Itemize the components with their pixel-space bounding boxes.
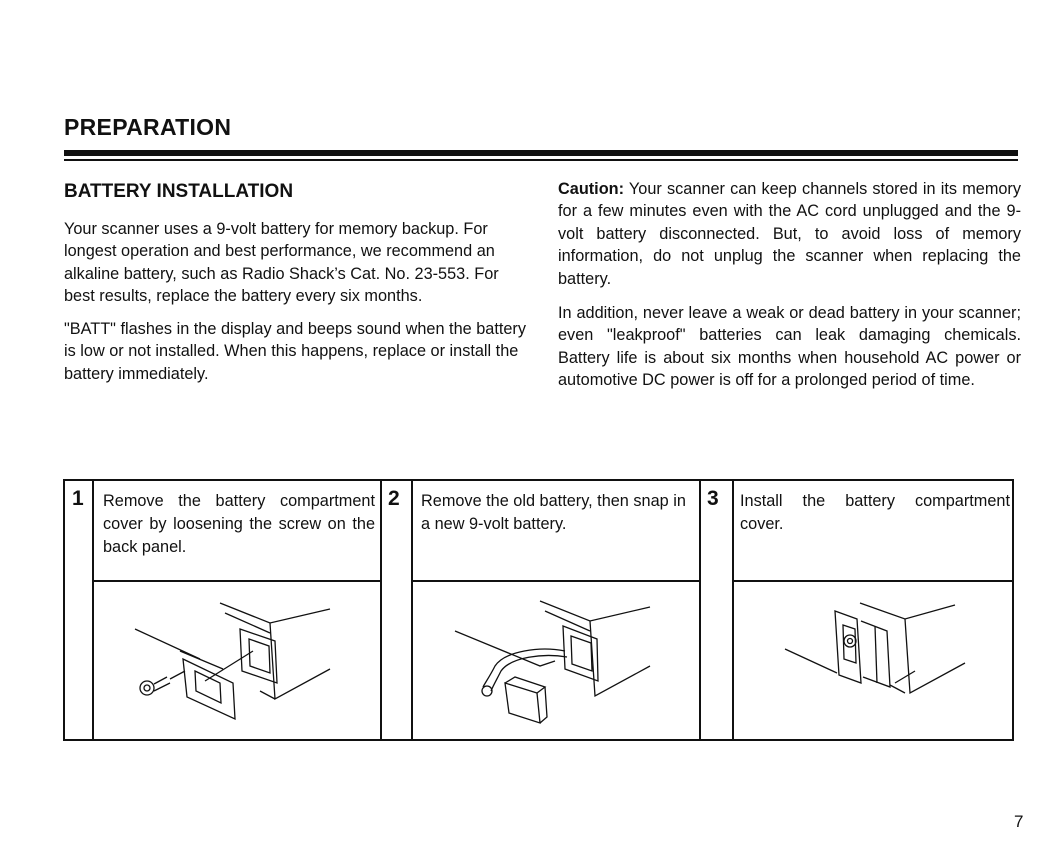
divider (380, 481, 382, 739)
remove-cover-illustration (125, 591, 355, 731)
steps-table (63, 479, 1014, 741)
step-1-text: Remove the battery compartment cover by loosening the screw on the back panel. (103, 492, 375, 556)
page-number: 7 (1014, 812, 1024, 831)
divider (411, 580, 699, 582)
caution-label: Caution: (558, 180, 625, 198)
title-rule-thin (64, 159, 1018, 161)
divider (92, 580, 380, 582)
install-cover-illustration (765, 591, 995, 731)
divider (732, 481, 734, 739)
step-2-text: Remove the old battery, then snap in a new 9-volt battery. (421, 492, 686, 533)
battery-life-paragraph: In addition, never leave a weak or dead battery in your scanner; even "leakproof" batteries can leak damaging chemicals. Battery life is about six months when household AC power or automotive DC power is off for a prolonged period of time. (558, 304, 1021, 390)
subsection-title: BATTERY INSTALLATION (64, 181, 294, 202)
step-1-number: 1 (72, 487, 84, 510)
step-3-text: Install the battery compartment cover. (740, 492, 1010, 533)
divider (92, 481, 94, 739)
divider (411, 481, 413, 739)
batt-warning-paragraph: "BATT" flashes in the display and beeps sound when the battery is low or not installed. When this happens, replace or install the battery immediately. (64, 320, 526, 383)
divider (699, 481, 701, 739)
divider (732, 580, 1014, 582)
replace-battery-illustration (445, 591, 675, 731)
caution-text: Your scanner can keep channels stored in its memory for a few minutes even with the AC cord unplugged and the 9-volt battery disconnected. But, to avoid loss of memory information, do not unplug the scanner when replacing the battery. (558, 180, 1021, 288)
step-3-number: 3 (707, 487, 719, 510)
title-rule-thick (64, 150, 1018, 156)
section-title: PREPARATION (64, 114, 232, 140)
step-2-number: 2 (388, 487, 400, 510)
intro-paragraph: Your scanner uses a 9-volt battery for memory backup. For longest operation and best performance, we recommend an alkaline battery, such as Radio Shack’s Cat. No. 23-553. For best results, replace the battery every six months. (64, 220, 499, 306)
caution-paragraph (558, 178, 1021, 290)
